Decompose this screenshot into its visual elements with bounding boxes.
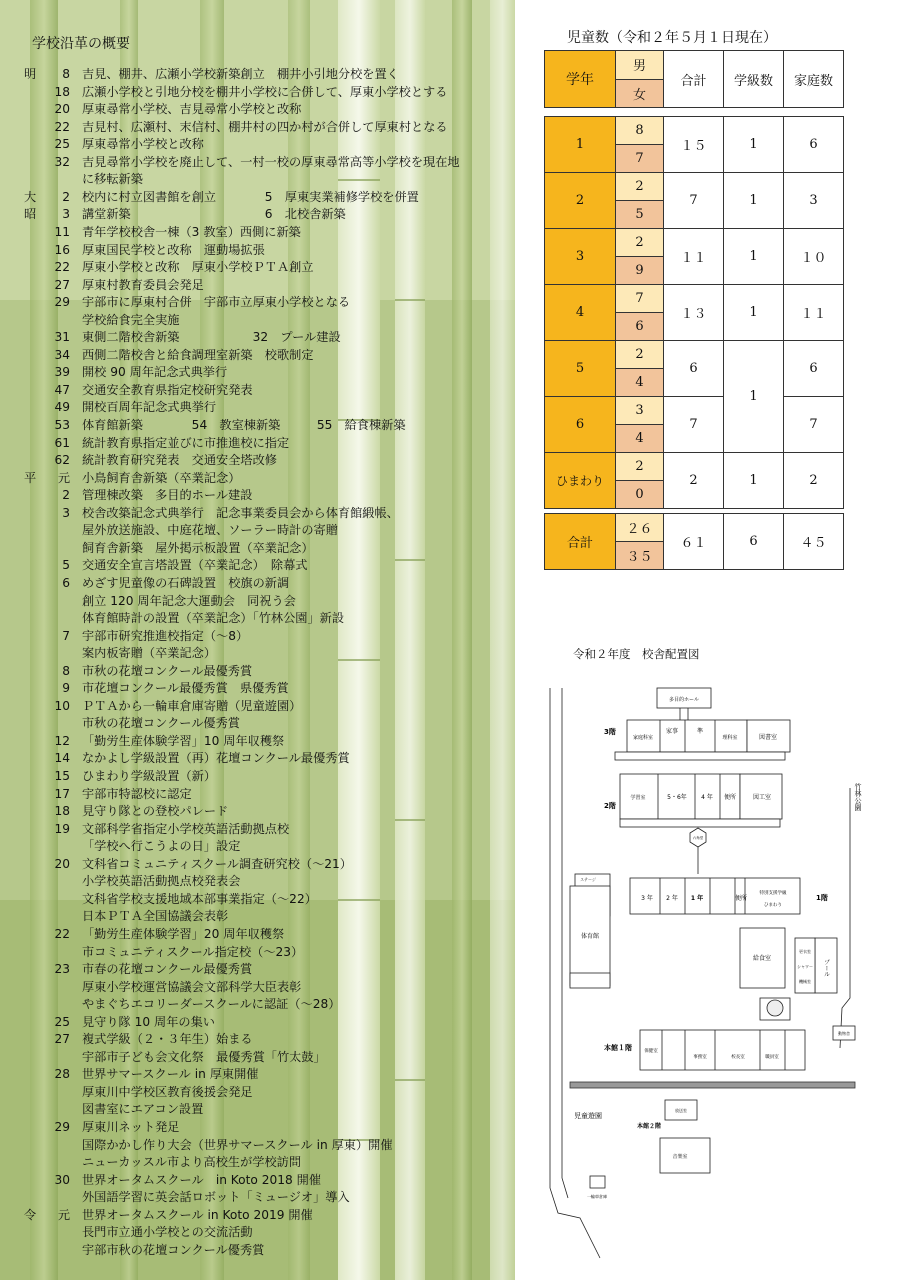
event-text: 校内に村立図書館を創立 5 厚東実業補修学校を併置	[82, 189, 419, 204]
student-count-table	[544, 50, 844, 570]
floor-3-label: 3階	[604, 728, 616, 736]
event-text: 西側二階校舎と給食調理室新築 校歌制定	[82, 347, 314, 362]
era-label: 昭	[24, 207, 37, 222]
event-text: 市花壇コンクール最優秀賞 県優秀賞	[82, 681, 289, 696]
library-label: 図書室	[758, 734, 778, 741]
event-text: 交通安全教育県指定校研究発表	[82, 382, 253, 397]
event-text: 見守り隊との登校パレード	[82, 804, 229, 819]
event-text: 厚東川ネット発足	[82, 1120, 180, 1134]
year-label: 53	[54, 418, 70, 432]
event-text: 厚東小学校運営協議会文部科学大臣表彰	[82, 979, 302, 994]
event-text: 宇部市子ども会文化祭 最優秀賞「竹太鼓」	[82, 1049, 326, 1064]
year-label: 14	[54, 751, 70, 766]
event-text: 市コミュニティスクール指定校（～23）	[82, 944, 304, 959]
event-text: 体育館時計の設置（卒業記念）「竹林公園」新設	[82, 611, 345, 626]
machine-room-label: 機械室	[799, 979, 811, 984]
year-label: 15	[54, 769, 70, 783]
event-text: なかよし学級設置（再）花壇コンクール最優秀賞	[82, 751, 350, 766]
table-row	[545, 285, 844, 313]
year-label: 47	[54, 382, 70, 397]
event-text: 宇部市秋の花壇コンクール優秀賞	[82, 1242, 265, 1257]
grade-cell: 6	[545, 397, 616, 453]
pool-label: プール	[822, 959, 830, 977]
event-text: ＰＴＡから一輪車倉庫寄贈（児童遊園）	[82, 698, 302, 713]
year-label: 22	[54, 926, 70, 941]
grade3-label: 3 年	[641, 895, 653, 902]
art-room-label: 図工室	[752, 794, 772, 801]
grade-cell: 1	[545, 117, 616, 173]
era-label: 平	[24, 470, 37, 485]
event-text: 厚東小学校と改称 厚東小学校ＰＴＡ創立	[82, 260, 314, 275]
families-cell: 7	[784, 397, 844, 453]
year-label: 16	[54, 242, 70, 257]
event-text: 校舎改築記念式典挙行 記念事業委員会から体育館緞帳、	[82, 505, 399, 520]
year-label: 32	[54, 154, 70, 169]
event-text: 「勤労生産体験学習」20 周年収穫祭	[82, 926, 285, 941]
event-text: 管理棟改築 多目的ホール建設	[82, 488, 253, 503]
era-label: 令	[24, 1207, 37, 1222]
sum-label: 合計	[545, 514, 616, 570]
year-label: 10	[54, 698, 70, 713]
year-label: 12	[54, 733, 70, 748]
event-text: 「勤労生産体験学習」10 周年収穫祭	[82, 733, 285, 748]
hexagon-label: 六角堂	[692, 836, 704, 840]
study-room-label: 学習室	[630, 795, 646, 801]
girl-count: 4	[616, 425, 664, 453]
classes-cell: 1	[724, 285, 784, 341]
stats-title: 児童数（令和２年５月１日現在）	[567, 30, 777, 46]
year-label: 29	[54, 1120, 70, 1134]
music-room-label: 音楽室	[672, 1154, 688, 1160]
boy-count: 2	[616, 341, 664, 369]
gym-label: 体育館	[580, 933, 600, 940]
year-label: 20	[54, 856, 70, 871]
classes-cell-merged: 1	[724, 341, 784, 453]
era-label: 明	[24, 67, 37, 81]
event-text: 開校 90 周年記念式典挙行	[82, 365, 228, 380]
kaji-label: 家事	[665, 728, 679, 735]
year-label: 8	[62, 663, 70, 678]
table-row	[545, 453, 844, 481]
total-cell: 7	[664, 173, 724, 229]
families-cell: 3	[784, 173, 844, 229]
total-cell: １３	[664, 285, 724, 341]
broadcast-label: 放送室	[675, 1108, 687, 1113]
grade-cell: 5	[545, 341, 616, 397]
event-text: 学校給食完全実施	[82, 312, 180, 327]
grade-cell: 2	[545, 173, 616, 229]
year-label: 17	[54, 786, 70, 801]
event-text: 国際かかし作り大会（世界サマースクール in 厚東）開催	[82, 1137, 393, 1152]
year-label: 22	[54, 260, 70, 275]
event-text: ひまわり学級設置（新）	[82, 769, 217, 783]
families-cell: 6	[784, 341, 844, 397]
nurse-room-label: 保健室	[644, 1049, 658, 1054]
year-label: 39	[54, 365, 70, 380]
grade56-label: 5・6年	[667, 794, 687, 801]
year-label: 3	[62, 207, 70, 222]
girl-count: 6	[616, 313, 664, 341]
stage-label: ステージ	[580, 877, 596, 882]
header-grade: 学年	[545, 51, 616, 108]
event-text: 創立 120 周年記念大運動会 同祝う会	[82, 593, 296, 608]
year-label: 23	[54, 962, 70, 977]
event-text: 文部科学省指定小学校英語活動拠点校	[82, 821, 290, 836]
header-girl: 女	[616, 79, 664, 108]
event-text: 日本ＰＴＡ全国協議会表彰	[82, 909, 229, 924]
hall-label: 多目的ホール	[669, 697, 699, 703]
year-label: 27	[54, 1032, 70, 1047]
event-text: 市春の花壇コンクール最優秀賞	[82, 962, 253, 977]
year-label: 8	[62, 67, 70, 81]
changing-room-label: 更衣室	[799, 949, 811, 954]
event-text: 厚東国民学校と改称 運動場拡張	[82, 242, 265, 257]
families-cell: １０	[784, 229, 844, 285]
event-text: 青年学校校舎一棟（3 教室）西側に新築	[82, 224, 301, 239]
year-label: 9	[62, 681, 70, 696]
families-cell: 2	[784, 453, 844, 509]
floor-2-label: 2階	[604, 802, 616, 810]
event-text: 吉見、棚井、広瀬小学校新築創立 棚井小引地分校を置く	[82, 67, 399, 81]
sum-row	[545, 514, 844, 542]
year-label: 25	[54, 137, 70, 152]
himawari-label: ひまわり	[764, 903, 782, 908]
total-cell: １５	[664, 117, 724, 173]
floor-1-label: 1階	[816, 894, 828, 902]
event-text: めざす児童像の石碑設置 校旗の新調	[82, 575, 290, 590]
boy-count: 2	[616, 173, 664, 201]
event-text: 世界サマースクール in 厚東開催	[82, 1067, 259, 1082]
event-text: 厚東川中学校区教育後援会発足	[82, 1084, 253, 1099]
sum-girl: ３５	[616, 542, 664, 570]
event-text: 統計教育県指定並びに市推進校に指定	[82, 435, 290, 450]
event-text: 図書室にエアコン設置	[82, 1102, 204, 1117]
main-building-1f	[640, 1030, 805, 1070]
event-text: 広瀬小学校と引地分校を棚井小学校に合併して、厚東小学校とする	[82, 84, 448, 99]
year-label: 元	[57, 1207, 70, 1222]
girl-count: 5	[616, 201, 664, 229]
event-text: やまぐちエコリーダースクールに認証（～28）	[82, 997, 341, 1012]
year-label: 49	[54, 400, 70, 415]
sum-classes: 6	[724, 514, 784, 570]
classes-cell: 1	[724, 117, 784, 173]
event-text: 長門市立通小学校との交流活動	[82, 1225, 253, 1240]
total-cell: 2	[664, 453, 724, 509]
map-title: 令和２年度 校舎配置図	[573, 647, 700, 661]
grade-cell: 3	[545, 229, 616, 285]
boy-count: 8	[616, 117, 664, 145]
event-text: 厚東尋常小学校と改称	[82, 137, 204, 152]
boundary-line	[840, 788, 850, 1048]
year-label: 18	[54, 84, 70, 99]
year-label: 61	[54, 435, 70, 450]
event-text: 宇部市特認校に認定	[82, 786, 192, 801]
event-text: 厚東村教育委員会発足	[82, 277, 204, 292]
event-text: 飼育舎新築 屋外掲示板設置（卒業記念）	[82, 540, 314, 555]
year-label: 28	[54, 1067, 70, 1082]
girl-count: 9	[616, 257, 664, 285]
boy-count: 2	[616, 453, 664, 481]
year-label: 29	[54, 295, 70, 310]
total-cell: １１	[664, 229, 724, 285]
year-label: 62	[54, 453, 70, 468]
girl-count: 0	[616, 481, 664, 509]
event-text: 宇部市に厚東村合併 宇部市立厚東小学校となる	[82, 295, 351, 310]
event-text: 統計教育研究発表 交通安全塔改修	[82, 453, 277, 468]
main-2f-label: 本館２階	[637, 1123, 662, 1130]
table-row	[545, 173, 844, 201]
year-label: 22	[54, 119, 70, 134]
event-text: 小学校英語活動拠点校発表会	[82, 874, 241, 889]
grade4-label: 4 年	[701, 794, 713, 801]
table-row	[545, 341, 844, 369]
event-text: 市秋の花壇コンクール優秀賞	[82, 716, 240, 731]
table-row	[545, 397, 844, 425]
jun-label: 準	[696, 728, 704, 735]
total-cell: 6	[664, 341, 724, 397]
grade-cell: ひまわり	[545, 453, 616, 509]
event-text: 屋外放送施設、中庭花壇、ソーラー時計の寄贈	[82, 523, 338, 538]
event-text: 東側二階校舎新築 32 プール建設	[82, 330, 341, 345]
science-label: 理科室	[722, 735, 738, 741]
header-boy: 男	[616, 51, 664, 80]
year-label: 19	[54, 821, 70, 836]
header-families: 家庭数	[784, 51, 844, 108]
year-label: 25	[54, 1014, 70, 1029]
event-text: 吉見村、広瀬村、末信村、棚井村の四か村が合併して厚東村となる	[82, 119, 448, 134]
toilet-label: 便所	[723, 794, 737, 801]
event-text: 文科省コミュニティスクール調査研究校（～21）	[82, 856, 352, 871]
year-label: 5	[62, 558, 70, 573]
event-text: 「学校へ行こうよの日」設定	[82, 839, 241, 854]
boy-count: 2	[616, 229, 664, 257]
event-text: 交通安全宣言塔設置（卒業記念） 除幕式	[82, 558, 308, 573]
event-text: 世界オータムスクール in Koto 2018 開催	[82, 1172, 322, 1187]
staff-room-label: 職員室	[765, 1055, 779, 1060]
boy-count: 3	[616, 397, 664, 425]
total-cell: 7	[664, 397, 724, 453]
event-text: 小鳥飼育舎新築（卒業記念）	[82, 470, 241, 485]
event-text: 案内板寄贈（卒業記念）	[82, 646, 217, 661]
sum-boy: ２６	[616, 514, 664, 542]
event-text: 世界オータムスクール in Koto 2019 開催	[82, 1207, 313, 1222]
event-text: 講堂新築 6 北校舎新築	[82, 207, 346, 222]
classes-cell: 1	[724, 453, 784, 509]
mound	[767, 1000, 783, 1016]
classes-cell: 1	[724, 229, 784, 285]
event-text: 市秋の花壇コンクール最優秀賞	[82, 663, 253, 678]
history-title: 学校沿革の概要	[32, 36, 130, 52]
year-label: 27	[54, 277, 70, 292]
boundary-line	[562, 688, 568, 1198]
road-hatched	[570, 1082, 855, 1088]
event-text: 見守り隊 10 周年の集い	[82, 1014, 215, 1029]
principal-label: 校長室	[731, 1055, 745, 1060]
grade2-label: 2 年	[666, 895, 678, 902]
year-label: 34	[54, 347, 70, 362]
home-economics-label: 家庭科室	[632, 735, 654, 741]
grade1-label: 1 年	[690, 895, 704, 902]
year-label: 18	[54, 804, 70, 819]
families-cell: １１	[784, 285, 844, 341]
year-label: 30	[54, 1172, 70, 1187]
year-label: 20	[54, 102, 70, 117]
era-label: 大	[24, 189, 37, 204]
main-1f-label: 本館１階	[604, 1044, 632, 1052]
school-layout-map	[540, 668, 900, 1268]
floor-1-block	[630, 878, 800, 914]
sum-total: ６１	[664, 514, 724, 570]
year-label: 元	[57, 470, 70, 485]
year-label: 2	[62, 189, 70, 204]
sum-families: ４５	[784, 514, 844, 570]
office-label: 事務室	[693, 1055, 707, 1060]
event-text: 吉見尋常小学校を廃止して、一村一校の厚東尋常高等小学校を現在地	[82, 154, 460, 169]
grade-cell: 4	[545, 285, 616, 341]
girl-count: 4	[616, 369, 664, 397]
classes-cell: 1	[724, 173, 784, 229]
event-text: ニューカッスル市より高校生が学校訪問	[82, 1155, 302, 1170]
girl-count: 7	[616, 145, 664, 173]
event-text: 開校百周年記念式典挙行	[82, 400, 217, 415]
bamboo-park-label: 竹林公園	[854, 783, 862, 811]
unicycle-shed-label: 一輪車倉庫	[587, 1194, 607, 1199]
boy-count: 7	[616, 285, 664, 313]
table-row	[545, 229, 844, 257]
event-text: 文科省学校支援地域本部事業指定（～22）	[82, 891, 317, 906]
year-label: 31	[54, 330, 70, 345]
special-class-label: 特別支援学級	[759, 891, 787, 896]
event-text: 厚東尋常小学校、吉見尋常小学校と改称	[82, 102, 302, 117]
event-text: 体育館新築 54 教室棟新築 55 給食棟新築	[82, 418, 406, 432]
year-label: 7	[62, 628, 70, 643]
table-row	[545, 117, 844, 145]
event-text: に移転新築	[82, 172, 143, 187]
event-text: 複式学級（２・３年生）始まる	[82, 1032, 253, 1047]
table-header-row	[545, 51, 844, 80]
kitchen-label: 給食室	[752, 955, 772, 962]
year-label: 2	[62, 488, 70, 503]
shower-label: シャワー	[797, 964, 813, 969]
header-total: 合計	[664, 51, 724, 108]
event-text: 宇部市研究推進校指定（～8）	[82, 628, 249, 643]
year-label: 11	[54, 224, 70, 239]
year-label: 6	[62, 575, 70, 590]
toilet-label-2: 便所	[734, 895, 748, 902]
playground-label: 児童遊園	[574, 1112, 602, 1120]
year-label: 3	[62, 505, 70, 520]
animal-house-label: 動物舎	[838, 1031, 850, 1036]
families-cell: 6	[784, 117, 844, 173]
event-text: 外国語学習に英会話ロボット「ミュージオ」導入	[82, 1190, 350, 1205]
header-classes: 学級数	[724, 51, 784, 108]
